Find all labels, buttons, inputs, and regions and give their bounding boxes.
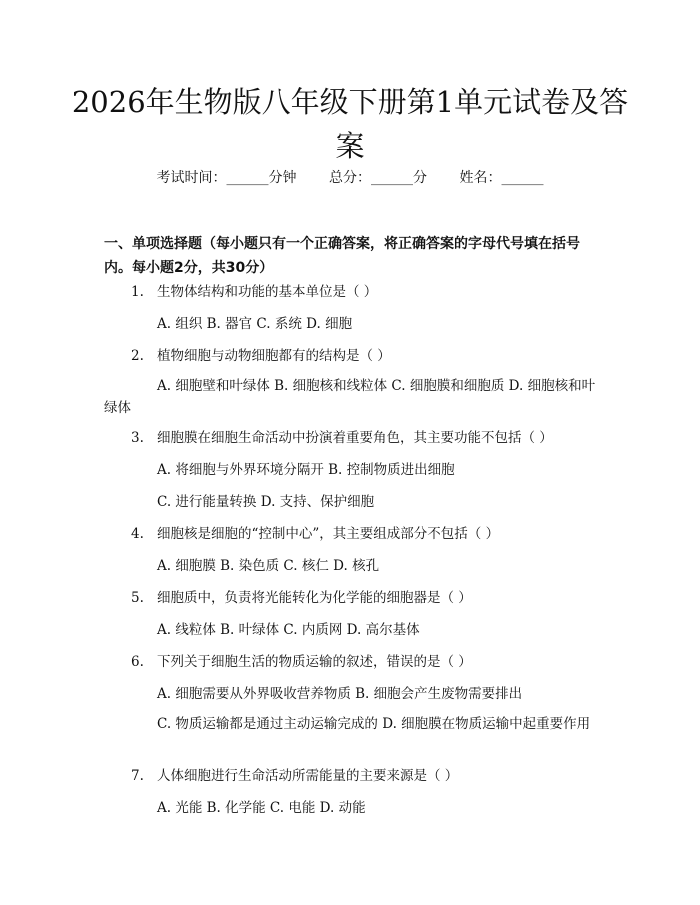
question-number: 1. <box>131 284 144 300</box>
exam-title: 2026年生物版八年级下册第1单元试卷及答案 <box>71 85 629 163</box>
question-options: A. 细胞需要从外界吸收营养物质 B. 细胞会产生废物需要排出 <box>157 686 523 702</box>
question-text: 细胞核是细胞的“控制中心”，其主要组成部分不包括（ ） <box>157 526 500 542</box>
question-text: 生物体结构和功能的基本单位是（ ） <box>157 284 378 300</box>
question-text: 人体细胞进行生命活动所需能量的主要来源是（ ） <box>157 768 459 784</box>
question-options: A. 线粒体 B. 叶绿体 C. 内质网 D. 高尔基体 <box>157 622 420 638</box>
exam-time-field: 考试时间：______分钟 <box>156 170 297 186</box>
question-item <box>131 427 553 449</box>
question-options: A. 组织 B. 器官 C. 系统 D. 细胞 <box>157 316 353 332</box>
question-item <box>131 523 499 545</box>
section-heading: 一、单项选择题（每小题只有一个正确答案，将正确答案的字母代号填在括号内。每小题2分，共30分） <box>104 236 580 276</box>
question-options: C. 进行能量转换 D. 支持、保护细胞 <box>157 494 375 510</box>
question-options: C. 物质运输都是通过主动运输完成的 D. 细胞膜在物质运输中起重要作用 <box>157 716 591 732</box>
question-options: A. 细胞膜 B. 染色质 C. 核仁 D. 核孔 <box>157 558 380 574</box>
question-text: 植物细胞与动物细胞都有的结构是（ ） <box>157 348 391 364</box>
question-item <box>131 345 391 367</box>
question-text: 细胞质中，负责将光能转化为化学能的细胞器是（ ） <box>157 590 472 606</box>
question-number: 3. <box>131 430 144 446</box>
question-options: A. 细胞壁和叶绿体 B. 细胞核和线粒体 C. 细胞膜和细胞质 D. 细胞核和叶绿体 <box>104 378 596 416</box>
question-text: 下列关于细胞生活的物质运输的叙述，错误的是（ ） <box>157 654 472 670</box>
question-item <box>131 765 458 787</box>
question-number: 6. <box>131 654 144 670</box>
exam-meta <box>0 168 700 188</box>
question-options: A. 将细胞与外界环境分隔开 B. 控制物质进出细胞 <box>157 462 455 478</box>
question-item <box>131 281 377 303</box>
question-options: A. 光能 B. 化学能 C. 电能 D. 动能 <box>157 800 366 816</box>
question-item <box>131 587 472 609</box>
question-number: 7. <box>131 768 144 784</box>
student-name-field: 姓名：______ <box>459 170 544 186</box>
question-number: 2. <box>131 348 144 364</box>
question-item <box>131 651 472 673</box>
question-number: 4. <box>131 526 144 542</box>
question-number: 5. <box>131 590 144 606</box>
total-score-field: 总分：______分 <box>329 170 427 186</box>
question-text: 细胞膜在细胞生命活动中扮演着重要角色，其主要功能不包括（ ） <box>157 430 553 446</box>
